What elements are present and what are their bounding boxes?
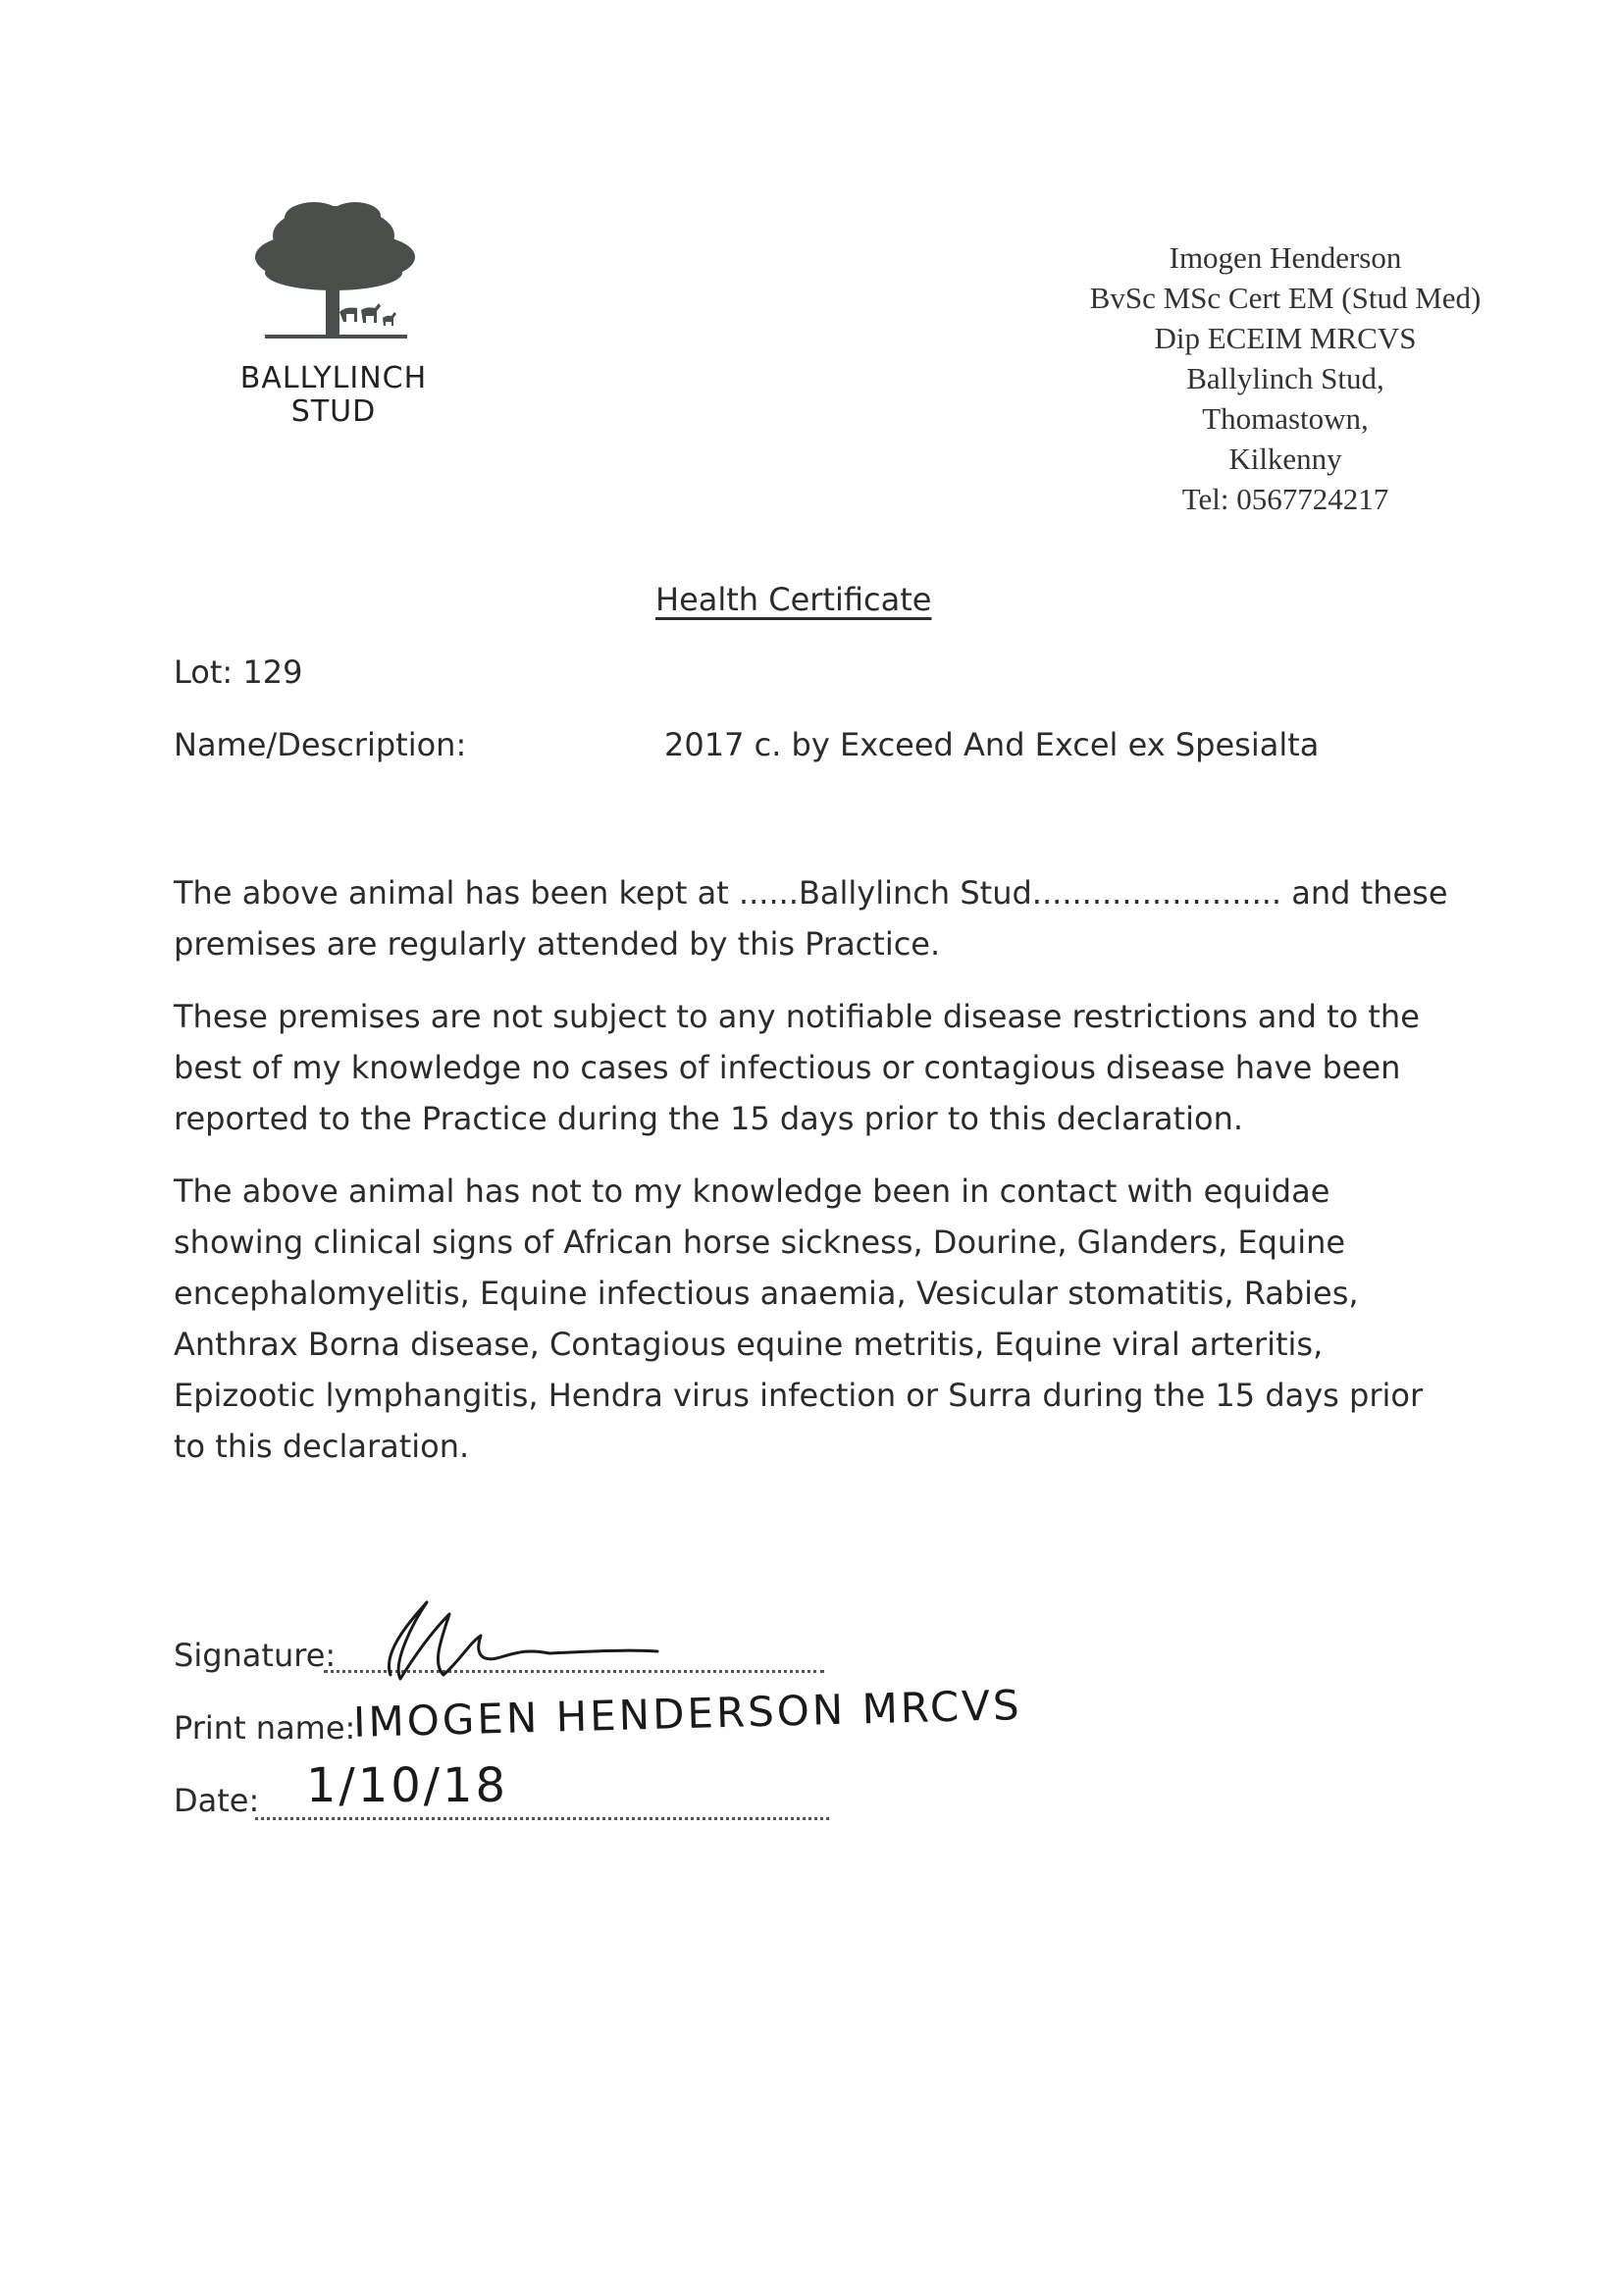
- date-dotted-line: [255, 1817, 829, 1820]
- tree-horses-icon: [245, 196, 422, 343]
- paragraph-line: Anthrax Borna disease, Contagious equine metritis, Equine viral arteritis,: [174, 1326, 1324, 1363]
- paragraph-line: The above animal has not to my knowledge been in contact with equidae: [174, 1173, 1330, 1210]
- paragraph-line: These premises are not subject to any notifiable disease restrictions and to the: [174, 998, 1420, 1035]
- letterhead-line: Dip ECEIM MRCVS: [1154, 321, 1417, 355]
- paragraph-line: premises are regularly attended by this Practice.: [174, 925, 941, 963]
- lot-number: Lot: 129: [174, 653, 303, 691]
- letterhead-line: Ballylinch Stud,: [1186, 361, 1384, 395]
- print-name-handwritten: IMOGEN HENDERSON MRCVS: [352, 1681, 1023, 1747]
- letterhead-line: Kilkenny: [1228, 442, 1342, 476]
- paragraph-line: to this declaration.: [174, 1428, 470, 1465]
- letterhead-line: Thomastown,: [1202, 401, 1369, 436]
- letterhead-address: [1060, 237, 1511, 519]
- paragraph-contact-declaration: [174, 1166, 1424, 1472]
- date-label: Date:: [174, 1782, 260, 1819]
- paragraph-line: The above animal has been kept at ......Ballylinch Stud......................... and these: [174, 874, 1448, 912]
- letterhead-line: Imogen Henderson: [1169, 240, 1402, 275]
- paragraph-line: encephalomyelitis, Equine infectious anaemia, Vesicular stomatitis, Rabies,: [174, 1275, 1359, 1312]
- paragraph-line: best of my knowledge no cases of infectious or contagious disease have been: [174, 1049, 1401, 1086]
- logo-line-2: STUD: [290, 394, 377, 429]
- paragraph-line: Epizootic lymphangitis, Hendra virus infection or Surra during the 15 days prior: [174, 1377, 1424, 1414]
- letterhead-line: BvSc MSc Cert EM (Stud Med): [1089, 281, 1482, 315]
- signature-label: Signature:: [174, 1637, 337, 1674]
- paragraph-line: showing clinical signs of African horse sickness, Dourine, Glanders, Equine: [174, 1224, 1346, 1261]
- date-handwritten: 1/10/18: [306, 1758, 509, 1813]
- paragraph-restrictions: [174, 991, 1420, 1144]
- certificate-title: Health Certificate: [655, 581, 932, 618]
- paragraph-premises: [174, 867, 1448, 969]
- ballylinch-stud-logo: [206, 196, 461, 432]
- logo-line-1: BALLYLINCH: [239, 361, 428, 395]
- letterhead-line: Tel: 0567724217: [1181, 482, 1389, 516]
- print-name-label: Print name:: [174, 1709, 356, 1747]
- handwritten-signature: [353, 1585, 667, 1693]
- name-description-value: 2017 c. by Exceed And Excel ex Spesialta: [664, 726, 1320, 763]
- name-description-label: Name/Description:: [174, 726, 467, 763]
- paragraph-line: reported to the Practice during the 15 days prior to this declaration.: [174, 1100, 1244, 1137]
